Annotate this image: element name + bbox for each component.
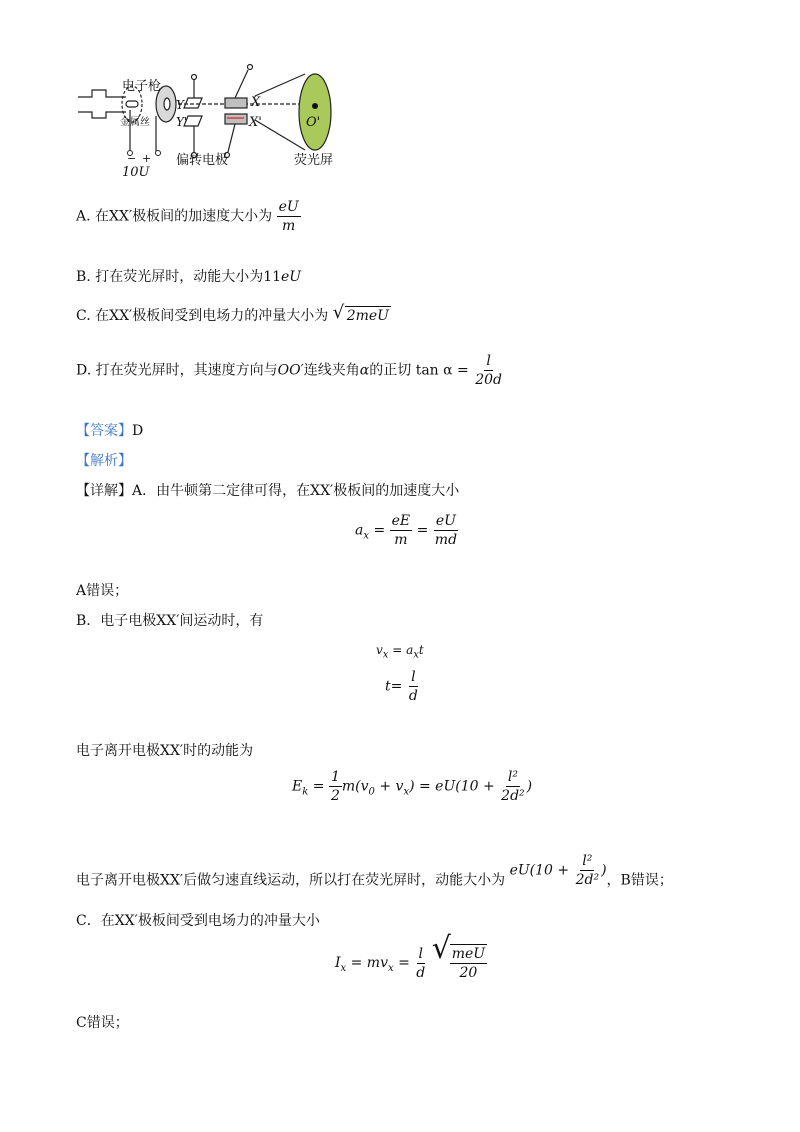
answer-line: 【答案】D	[76, 423, 144, 439]
option-b: B. 打在荧光屏时，动能大小为11eU	[76, 269, 302, 285]
solution-a-wrong: A错误；	[76, 583, 129, 599]
electrode-label: 偏转电极	[176, 153, 229, 168]
option-a	[76, 198, 301, 235]
solution-b-eq2: t= $\frac{l}{d}$	[385, 669, 418, 704]
minus-label: −	[127, 152, 137, 165]
screen-label: 荧光屏	[294, 153, 334, 168]
option-d: D. 打在荧光屏时，其速度方向与OO′连线夹角α的正切 tan α = $\frac{l}{20d}$	[76, 353, 503, 388]
solution-c-intro: C．在XX′极板间受到电场力的冲量大小	[76, 913, 320, 929]
yprime-label: Y'	[176, 115, 188, 129]
solution-a-intro: 【详解】A．由牛顿第二定律可得，在XX′极板间的加速度大小	[76, 483, 460, 499]
solution-b-eq1: $v_x = a_xt$	[376, 643, 424, 661]
solution-b-eq3: $E_k$ = $\frac{1}{2}$ $m(v_0 + v_x) = eU(10$ + $\frac{\text{l²}}{\text{2d²}}$ )	[292, 769, 533, 804]
solution-c-wrong: C错误；	[76, 1015, 129, 1031]
solution-a-equation: $a_x$ = $\frac{eE}{m}$ = $\frac{eU}{md}$	[355, 513, 458, 548]
solution-c-equation: $I_x = mv_x$ = $\frac{l}{d}$ √ $\frac{\text{meU}}{20}$	[335, 931, 486, 981]
solution-b-intro: B．电子电极XX′间运动时，有	[76, 613, 264, 629]
analysis-label: 【解析】	[76, 453, 132, 469]
y-label: Y	[176, 98, 184, 112]
gun-label: 电子枪	[122, 79, 162, 94]
solution-b-inline-formula: eU(10 + $\frac{\text{l²}}{\text{2d²}}$ )	[509, 853, 607, 888]
sqrt-2meU: √ 2meU	[332, 302, 389, 324]
xprime-label: X'	[249, 115, 262, 130]
solution-b-text2: 电子离开电极XX′后做匀速直线运动，所以打在荧光屏时，动能大小为 eU(10 + $\frac{\text{l²}}{\text{2d²}}$ )，B错误；	[76, 853, 673, 889]
x-label: X	[251, 95, 261, 110]
option-a-text: A. 在XX′极板间的加速度大小为	[76, 208, 273, 225]
solution-b-text1: 电子离开电极XX′时的动能为	[76, 743, 254, 759]
option-a-fraction: $\frac{eU}{m}$	[278, 199, 299, 234]
wire-label: 金属丝	[120, 117, 150, 128]
option-c: C. 在XX′极板间受到电场力的冲量大小为 √ 2meU	[76, 302, 389, 324]
o-prime-label: O'	[306, 115, 321, 130]
voltage-label: 10U	[122, 165, 150, 180]
plus-label: +	[142, 152, 152, 165]
sqrt-meU-20: √ $\frac{\text{meU}}{20}$	[431, 931, 486, 981]
